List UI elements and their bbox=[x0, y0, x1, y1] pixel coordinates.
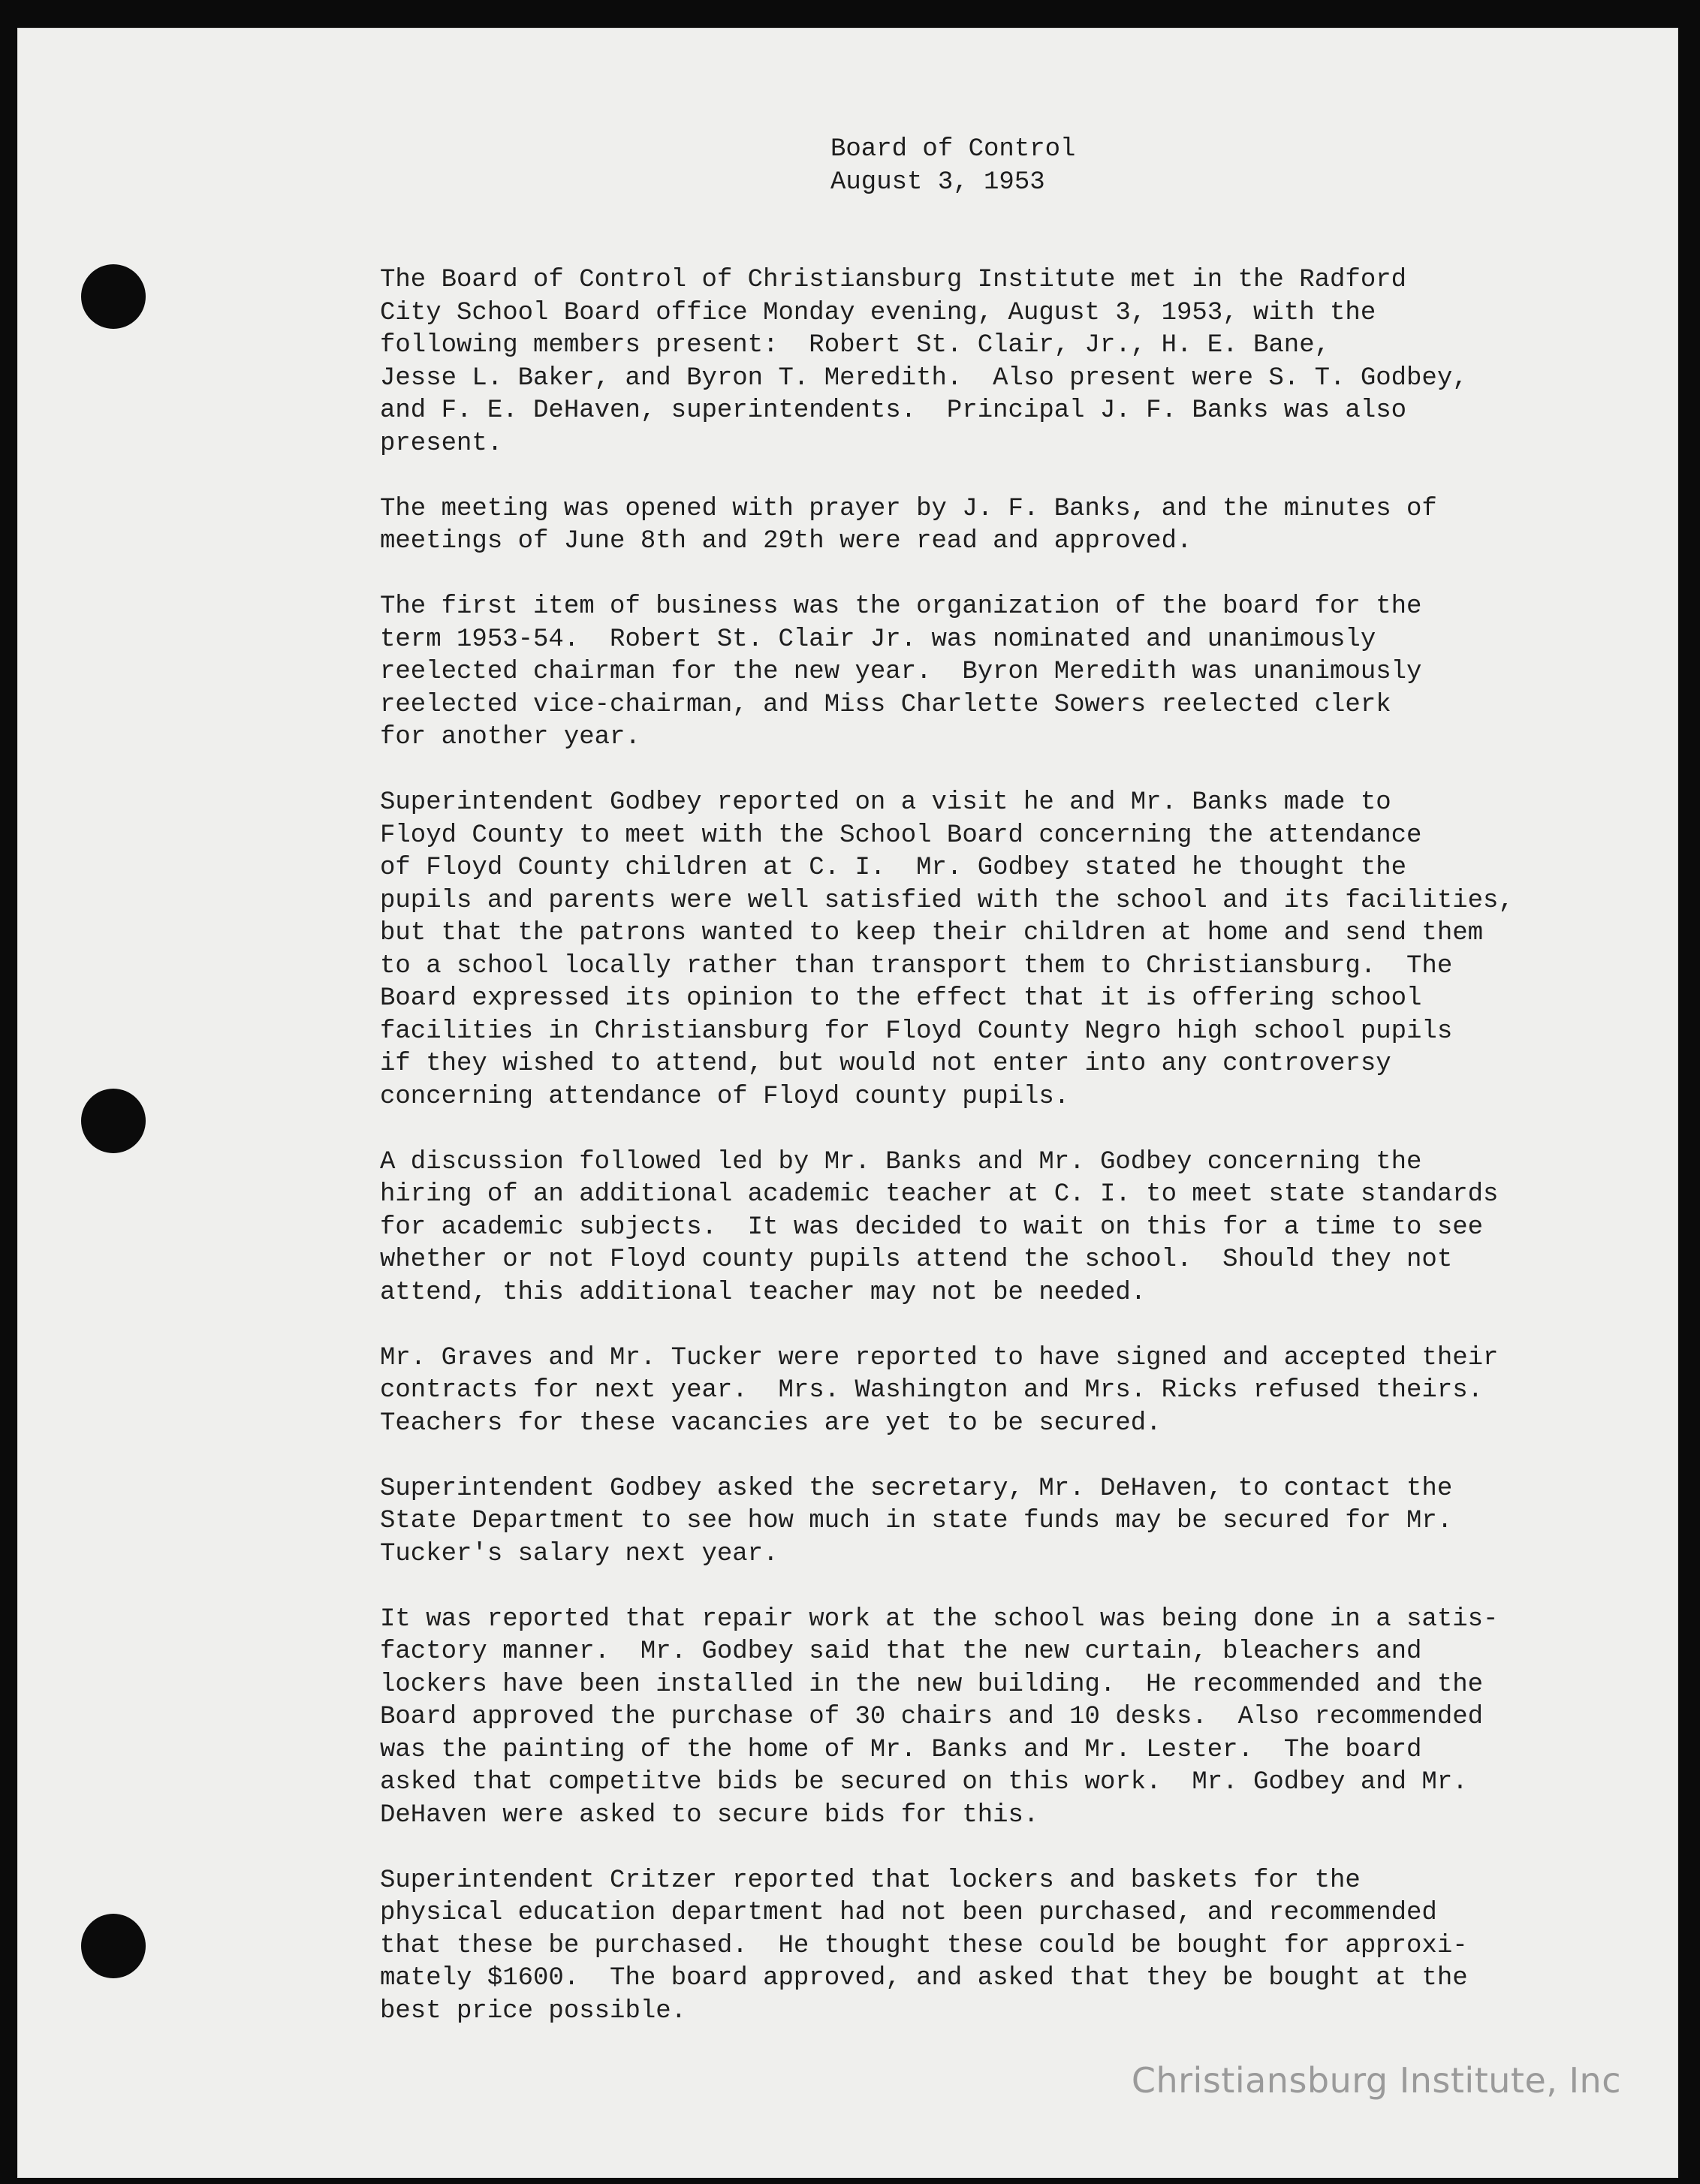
binder-hole bbox=[81, 1914, 146, 1978]
paragraph-state-funds: Superintendent Godbey asked the secretary, Mr. DeHaven, to contact the State Department to see how much in state funds may be secured for Mr. Tucker's salary next year. bbox=[380, 1474, 1453, 1568]
paragraph-repair-work: It was reported that repair work at the school was being done in a satis- factory manner. Mr. Godbey said that the new curtain, bleachers and lockers have been installed in the new building. He recommended and the Board approved the purchase of 30 chairs and 10 desks. Also recommended was the painting of the home of Mr. Banks and Mr. Lester. The board asked that competitve bids be secured on this work. Mr. Godbey and Mr. DeHaven were asked to secure bids for this. bbox=[380, 1604, 1499, 1830]
paragraph-organization: The first item of business was the organization of the board for the term 1953-54. Robert St. Clair Jr. was nominated and unanimously reelected chairman for the new year. Byron Meredith was unanimously reelected vice-chairman, and Miss Charlette Sowers reelected clerk for another year. bbox=[380, 592, 1422, 752]
watermark: Christiansburg Institute, Inc bbox=[1131, 2060, 1621, 2101]
document-header bbox=[830, 134, 1656, 199]
paragraph-opening: The meeting was opened with prayer by J. F. Banks, and the minutes of meetings of June 8th and 29th were read and approved. bbox=[380, 494, 1437, 556]
binder-hole bbox=[81, 1089, 146, 1153]
document-date: August 3, 1953 bbox=[830, 167, 1045, 197]
paragraph-floyd-county: Superintendent Godbey reported on a visit he and Mr. Banks made to Floyd County to meet with the School Board concerning the attendance of Floyd County children at C. I. Mr. Godbey stated he thought the pupils and parents were well satisfied with the school and its facilities, but that the patrons wanted to keep their children at home and send them to a school locally rather than transport them to Christiansburg. The Board expressed its opinion to the effect that it is offering school facilities in Christiansburg for Floyd County Negro high school pupils if they wished to attend, but would not enter into any controversy concerning attendance of Floyd county pupils. bbox=[380, 788, 1514, 1111]
paragraph-contracts: Mr. Graves and Mr. Tucker were reported to have signed and accepted their contracts for next year. Mrs. Washington and Mrs. Ricks refused theirs. Teachers for these vacancies are yet to be secured. bbox=[380, 1343, 1499, 1438]
typed-minutes bbox=[380, 134, 1656, 2061]
paragraph-academic-teacher: A discussion followed led by Mr. Banks and Mr. Godbey concerning the hiring of an additional academic teacher at C. I. to meet state standards for academic subjects. It was decided to wait on this for a time to see whether or not Floyd county pupils attend the school. Should they not attend, this additional teacher may not be needed. bbox=[380, 1147, 1499, 1307]
binder-hole bbox=[81, 264, 146, 329]
paragraph-lockers: Superintendent Critzer reported that lockers and baskets for the physical education department had not been purchased, and recommended that these be purchased. He thought these could be bought for approxi- mately $1600. The board approved, and asked that they be bought at the best price possible. bbox=[380, 1866, 1468, 2026]
document-title: Board of Control bbox=[830, 135, 1076, 164]
paragraph-attendance: The Board of Control of Christiansburg Institute met in the Radford City School Board office Monday evening, August 3, 1953, with the following members present: Robert St. Clair, Jr., H. E. Bane, Jesse L. Baker, and Byron T. Meredith. Also present were S. T. Godbey, and F. E. DeHaven, superintendents. Principal J. F. Banks was also present. bbox=[380, 266, 1468, 458]
